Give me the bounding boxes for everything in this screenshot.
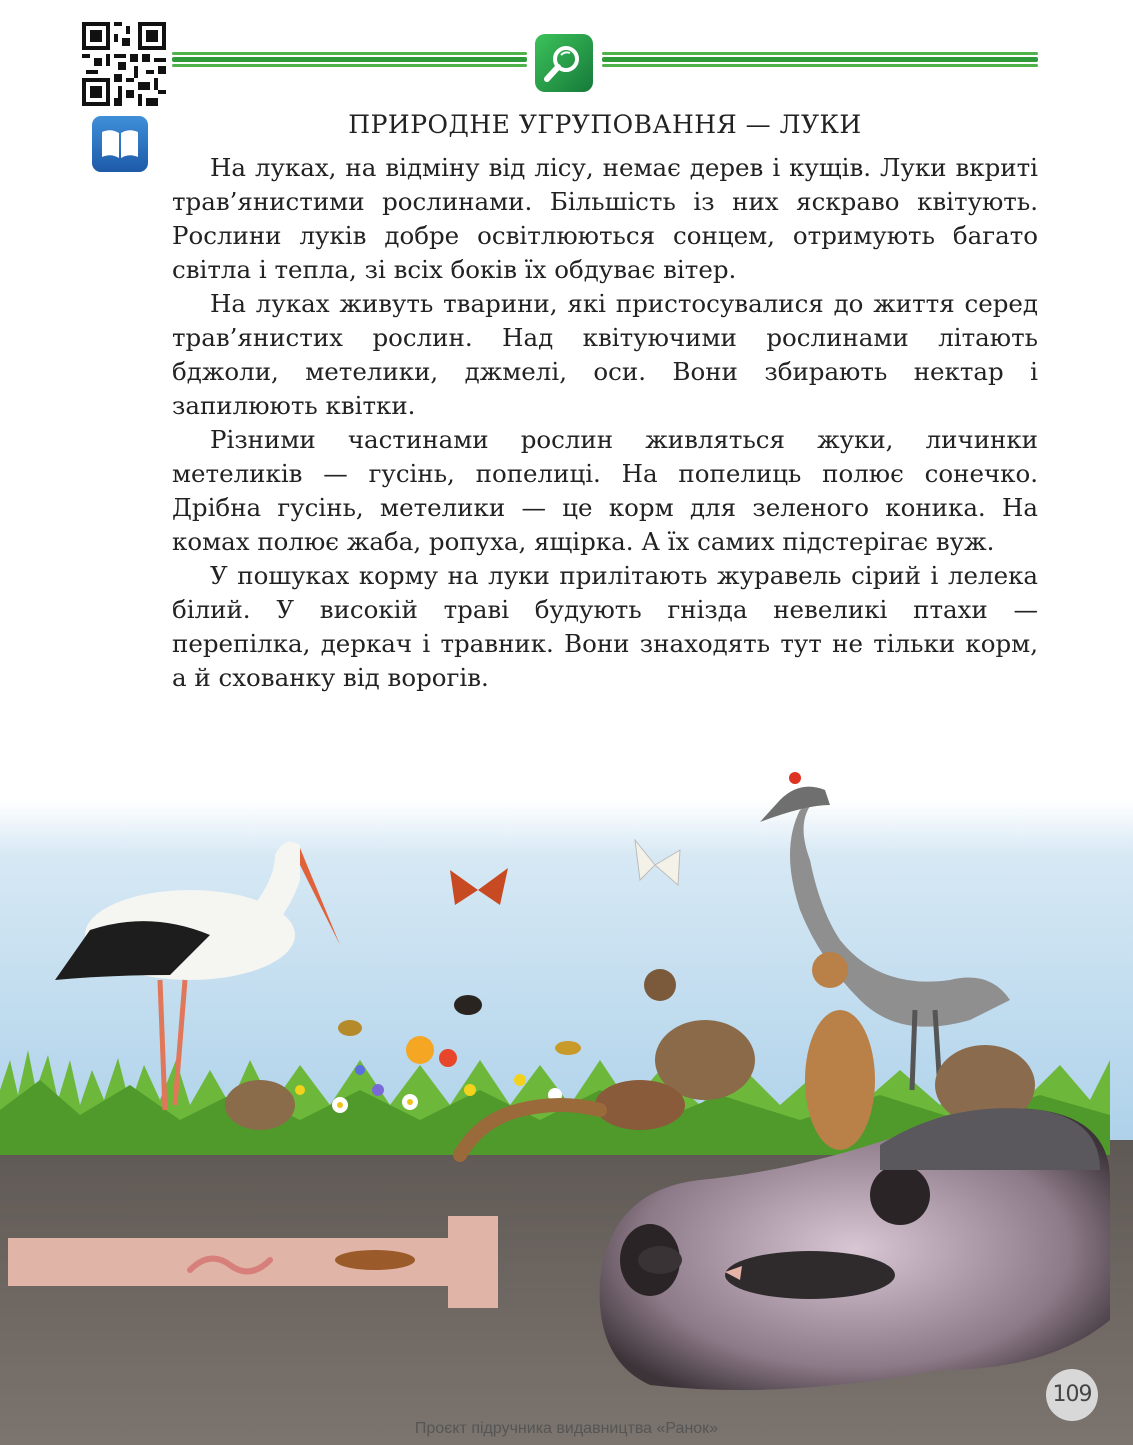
paragraph: На луках, на відміну від лісу, немає дерев і кущів. Луки вкриті трав’янистими рослинами. Більшість із них яскраво квітують. Рослини луків добре освітлюються сонцем, отримують багато світла і тепла, зі всіх боків їх обдуває вітер.	[172, 153, 1038, 284]
header-rule-right	[602, 52, 1038, 74]
footer-note: Проєкт підручника видавництва «Ранок»	[414, 1420, 719, 1437]
meadow-scene-illustration	[0, 760, 1133, 1445]
section-body	[172, 151, 1038, 695]
qr-code-icon[interactable]	[82, 22, 166, 106]
header-rule-left	[172, 52, 527, 74]
magnifier-icon	[535, 34, 593, 92]
paragraph: На луках живуть тварини, які пристосувалися до життя серед трав’янистих рослин. Над квітуючими рослинами літають бджоли, метелики, джмелі, оси. Вони збирають нектар і запилюють квітки.	[172, 289, 1038, 420]
paragraph: У пошуках корму на луки прилітають журавель сірий і лелека білий. У високій траві будують гнізда невеликі птахи — перепілка, деркач і травник. Вони знаходять тут не тільки корм, а й схованку від ворогів.	[172, 561, 1038, 692]
paragraph: Різними частинами рослин живляться жуки, личинки метеликів — гусінь, попелиці. На попелиць полює сонечко. Дрібна гусінь, метелики — це корм для зеленого коника. На комах полює жаба, ропуха, ящірка. А їх самих підстерігає вуж.	[172, 425, 1038, 556]
section-title: ПРИРОДНЕ УГРУПОВАННЯ — ЛУКИ	[348, 110, 862, 139]
open-book-icon[interactable]	[92, 116, 148, 172]
page-number: 109	[1046, 1369, 1098, 1421]
